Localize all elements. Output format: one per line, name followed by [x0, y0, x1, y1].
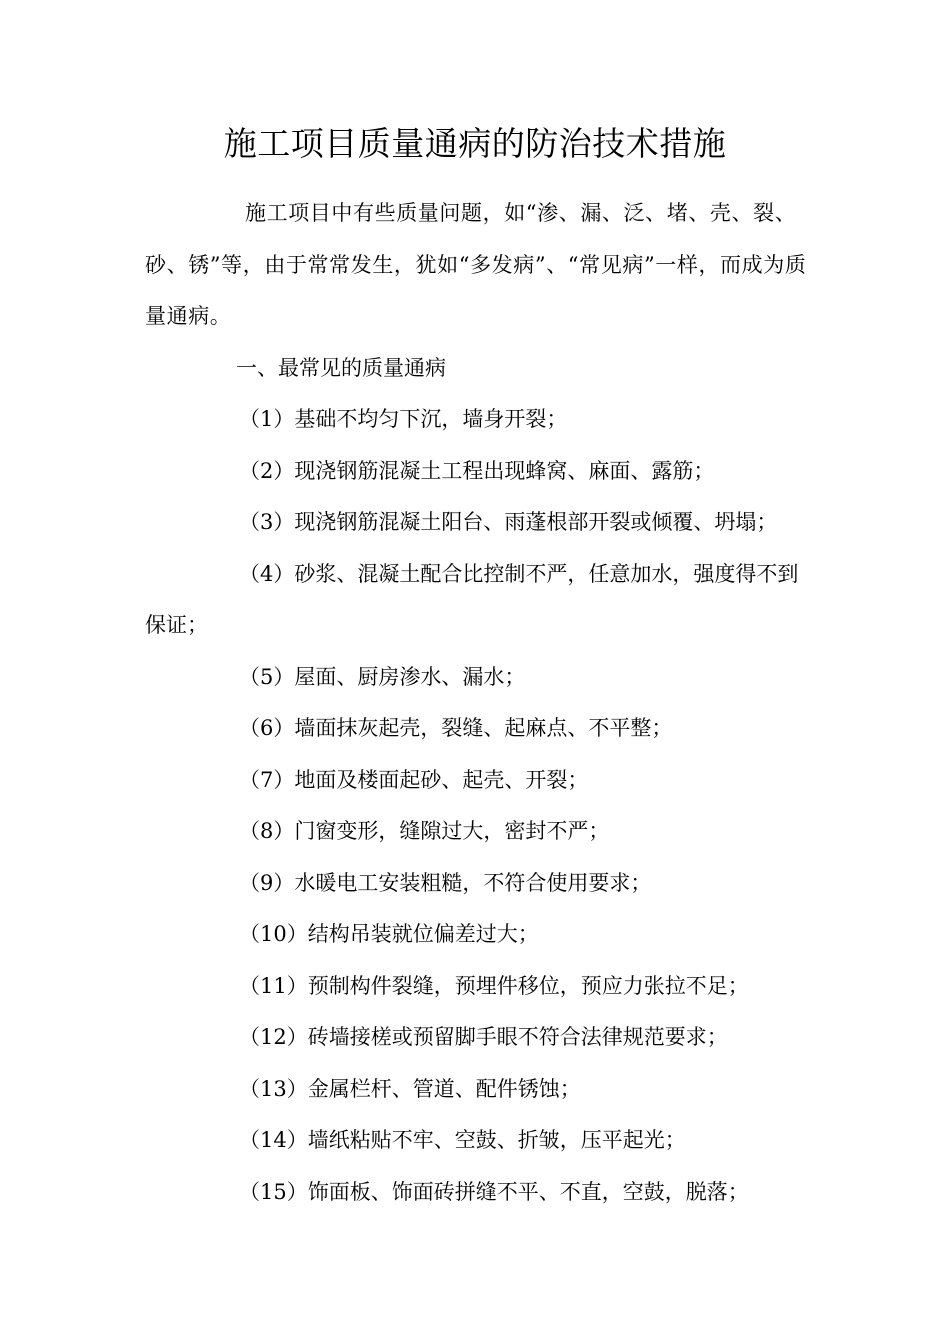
list-item: （8）门窗变形，缝隙过大，密封不严；	[239, 819, 610, 843]
section-heading: 一、最常见的质量通病	[236, 356, 446, 380]
defect-list	[145, 394, 810, 1218]
list-item: （7）地面及楼面起砂、起壳、开裂；	[239, 767, 589, 792]
document-title: 施工项目质量通病的防治技术措施	[223, 124, 727, 163]
list-item: （10）结构吊装就位偏差过大；	[239, 922, 539, 946]
list-item: （2）现浇钢筋混凝土工程出现蜂窝、麻面、露筋；	[239, 458, 715, 483]
list-item: （13）金属栏杆、管道、配件锈蚀；	[239, 1076, 581, 1101]
intro-paragraph: 施工项目中有些质量问题，如“渗、漏、泛、堵、壳、裂、砂、锈”等，由于常常发生，犹如“多发病”、“常见病”一样，而成为质量通病。	[145, 201, 807, 328]
list-item: （3）现浇钢筋混凝土阳台、雨蓬根部开裂或倾覆、坍塌；	[239, 510, 778, 534]
list-item: （9）水暖电工安装粗糙，不符合使用要求；	[239, 870, 652, 895]
list-item: （11）预制构件裂缝，预埋件移位，预应力张拉不足；	[239, 973, 749, 998]
list-item: （15）饰面板、饰面砖拼缝不平、不直，空鼓，脱落；	[239, 1179, 749, 1204]
list-item: （1）基础不均匀下沉，墙身开裂；	[239, 407, 568, 431]
list-item: （12）砖墙接槎或预留脚手眼不符合法律规范要求；	[239, 1025, 728, 1049]
list-item: （4）砂浆、混凝土配合比控制不严，任意加水，强度得不到保证；	[145, 561, 799, 637]
list-item: （6）墙面抹灰起壳，裂缝、起麻点、不平整；	[239, 716, 673, 740]
list-item: （14）墙纸粘贴不牢、空鼓、折皱，压平起光；	[239, 1128, 686, 1152]
list-item: （5）屋面、厨房渗水、漏水；	[239, 664, 526, 689]
